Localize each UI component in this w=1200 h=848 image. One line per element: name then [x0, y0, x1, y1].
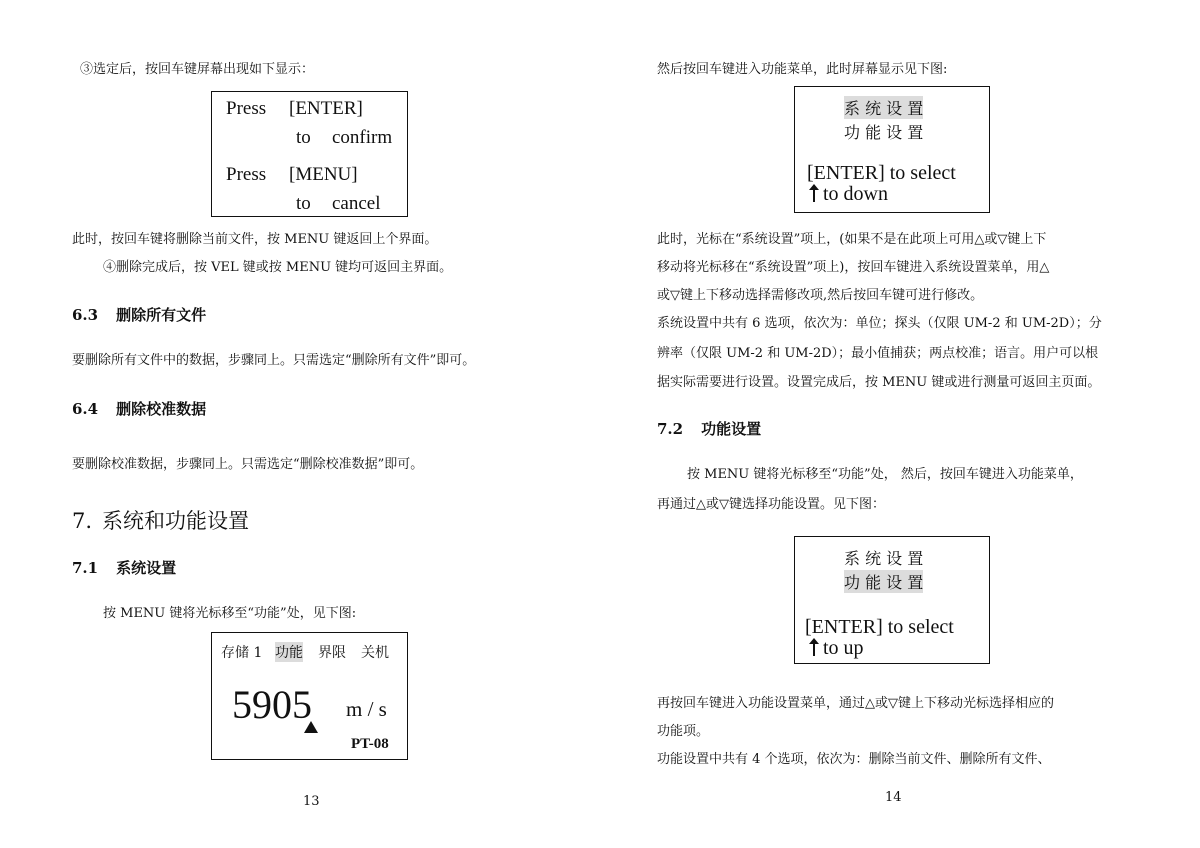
section-7-heading	[72, 505, 249, 535]
section-6-3-heading	[72, 304, 206, 325]
confirm-action-confirm: confirm	[332, 127, 393, 148]
section-7-2-number: 7.2	[657, 420, 684, 438]
confirm-press-1: Press	[226, 98, 267, 119]
para2-line3: 据实际需要进行设置。设置完成后，按 MENU 键或进行测量可返回主页面。	[657, 375, 1101, 390]
section-7-2-title: 功能设置	[701, 420, 762, 438]
step3-intro: ③选定后，按回车键屏幕出现如下显示：	[80, 62, 315, 77]
para-after-confirm: 此时，按回车键将删除当前文件，按 MENU 键返回上个界面。	[72, 232, 438, 247]
section-6-4-body: 要删除校准数据，步骤同上。只需选定“删除校准数据”即可。	[72, 457, 424, 472]
para1-line1: 此时，光标在“系统设置”项上，(如果不是在此项上可用△或▽键上下	[657, 232, 1047, 247]
arrow-up-icon	[809, 637, 819, 660]
section-6-4-title: 删除校准数据	[116, 400, 207, 418]
section-7-1-body: 按 MENU 键将光标移至“功能”处，见下图:	[103, 606, 357, 621]
main-screen-box	[211, 632, 408, 760]
screen1-hint-down-text: to down	[823, 183, 888, 205]
confirm-to-2: to	[296, 193, 311, 214]
confirm-action-cancel: cancel	[332, 193, 381, 214]
menu-off-label: 关机	[361, 645, 389, 661]
right-intro: 然后按回车键进入功能菜单，此时屏幕显示见下图:	[657, 62, 948, 77]
section-6-3-number: 6.3	[72, 306, 99, 324]
screen2-box	[794, 536, 990, 664]
confirm-to-1: to	[296, 127, 311, 148]
page-number-right: 14	[885, 790, 902, 805]
section-6-3-body: 要删除所有文件中的数据，步骤同上。只需选定“删除所有文件”即可。	[72, 353, 476, 368]
section-6-4-number: 6.4	[72, 400, 99, 418]
screen2-system-item: 系 统 设 置	[844, 549, 924, 568]
screen2-hint-up-text: to up	[823, 637, 864, 659]
menu-storage-label: 存储 1	[221, 645, 263, 661]
step4-text: ④删除完成后，按 VEL 键或按 MENU 键均可返回主界面。	[103, 260, 453, 275]
section-6-3-title: 删除所有文件	[116, 306, 207, 324]
para2-line1: 系统设置中共有 6 选项，依次为：单位；探头（仅限 UM-2 和 UM-2D）；分	[657, 316, 1102, 331]
triangle-cursor-icon	[304, 721, 318, 737]
screen1-system-item: 系 统 设 置	[844, 96, 923, 119]
section-7-1-heading	[72, 557, 176, 578]
screen1-box	[794, 86, 990, 213]
para1-line2: 移动将光标移在“系统设置”项上)，按回车键进入系统设置菜单，用△	[657, 260, 1050, 275]
confirm-enter-key: [ENTER]	[289, 98, 363, 119]
para3-line2: 再通过△或▽键选择功能设置。见下图：	[657, 497, 885, 512]
section-7-number: 7.	[72, 509, 93, 533]
menu-function-label: 功能	[275, 642, 303, 662]
menu-limit-label: 界限	[318, 645, 346, 661]
para5-text: 功能设置中共有 4 个选项，依次为：删除当前文件、删除所有文件、	[657, 752, 1051, 767]
page-number-left: 13	[303, 794, 320, 809]
section-7-title: 系统和功能设置	[102, 509, 250, 533]
confirm-screen-box	[211, 91, 408, 217]
section-7-1-number: 7.1	[72, 559, 99, 577]
confirm-menu-key: [MENU]	[289, 164, 358, 185]
velocity-unit: m / s	[346, 697, 387, 721]
section-6-4-heading	[72, 398, 206, 419]
screen1-function-item: 功 能 设 置	[844, 123, 924, 142]
screen2-hint-select: [ENTER] to select	[805, 616, 954, 638]
para2-line2: 辨率（仅限 UM-2 和 UM-2D）；最小值捕获；两点校准；语言。用户可以根	[657, 346, 1099, 361]
confirm-press-2: Press	[226, 164, 267, 185]
screen1-hint-down	[809, 183, 888, 206]
screen1-hint-select: [ENTER] to select	[807, 162, 956, 184]
section-7-1-title: 系统设置	[116, 559, 177, 577]
para4-line2: 功能项。	[657, 724, 710, 739]
section-7-2-heading	[657, 418, 761, 439]
screen2-function-item: 功 能 设 置	[844, 570, 923, 593]
velocity-value: 5905	[232, 682, 312, 727]
arrow-up-icon	[809, 183, 819, 206]
para1-line3: 或▽键上下移动选择需修改项,然后按回车键可进行修改。	[657, 288, 984, 303]
screen2-hint-up	[809, 637, 864, 660]
para4-line1: 再按回车键进入功能设置菜单，通过△或▽键上下移动光标选择相应的	[657, 696, 1054, 711]
device-model: PT-08	[351, 736, 389, 752]
para3-line1: 按 MENU 键将光标移至“功能”处， 然后，按回车键进入功能菜单，	[687, 467, 1083, 482]
